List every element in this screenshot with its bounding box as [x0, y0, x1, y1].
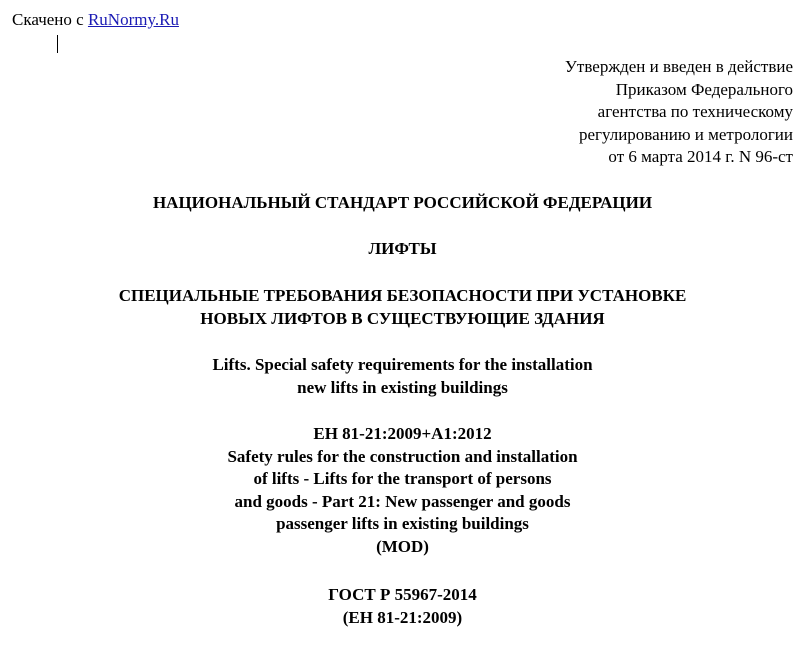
approval-line: регулированию и метрологии	[578, 124, 793, 144]
source-line	[12, 9, 179, 31]
gost-ref: (ЕН 81-21:2009)	[342, 607, 463, 627]
en-standard-line: passenger lifts in existing buildings	[276, 514, 529, 533]
en-standard-code: ЕН 81-21:2009+А1:2012	[313, 424, 492, 443]
source-link[interactable]: RuNormy.Ru	[87, 10, 179, 29]
approval-line: от 6 марта 2014 г. N 96-ст	[608, 147, 793, 166]
text-cursor	[57, 35, 58, 53]
standard-heading: НАЦИОНАЛЬНЫЙ СТАНДАРТ РОССИЙСКОЙ ФЕДЕРАЦИИ	[152, 193, 653, 212]
en-standard-line: and goods - Part 21: New passenger and goods	[234, 491, 571, 511]
subject-title: ЛИФТЫ	[368, 239, 437, 258]
standard-heading-block	[0, 192, 799, 215]
subject-block	[0, 238, 799, 261]
en-standard-block	[0, 423, 799, 558]
source-prefix: Скачено с	[12, 10, 88, 29]
title-en-line: Lifts. Special safety requirements for the installation	[212, 355, 593, 374]
title-ru-line: СПЕЦИАЛЬНЫЕ ТРЕБОВАНИЯ БЕЗОПАСНОСТИ ПРИ УСТАНОВКЕ	[118, 286, 687, 305]
en-standard-line: Safety rules for the construction and installation	[227, 446, 578, 466]
title-en-block	[0, 354, 799, 399]
title-en-line: new lifts in existing buildings	[297, 377, 508, 397]
approval-line: агентства по техническому	[597, 102, 793, 121]
approval-line: Утвержден и введен в действие	[564, 57, 793, 76]
approval-line: Приказом Федерального	[615, 79, 793, 99]
en-standard-modification: (MOD)	[376, 536, 429, 556]
title-ru-line: НОВЫХ ЛИФТОВ В СУЩЕСТВУЮЩИЕ ЗДАНИЯ	[200, 308, 605, 328]
title-ru-block	[0, 285, 799, 330]
gost-block	[0, 584, 799, 629]
approval-block	[565, 56, 793, 169]
gost-code: ГОСТ Р 55967-2014	[328, 585, 477, 604]
en-standard-line: of lifts - Lifts for the transport of persons	[253, 469, 552, 488]
